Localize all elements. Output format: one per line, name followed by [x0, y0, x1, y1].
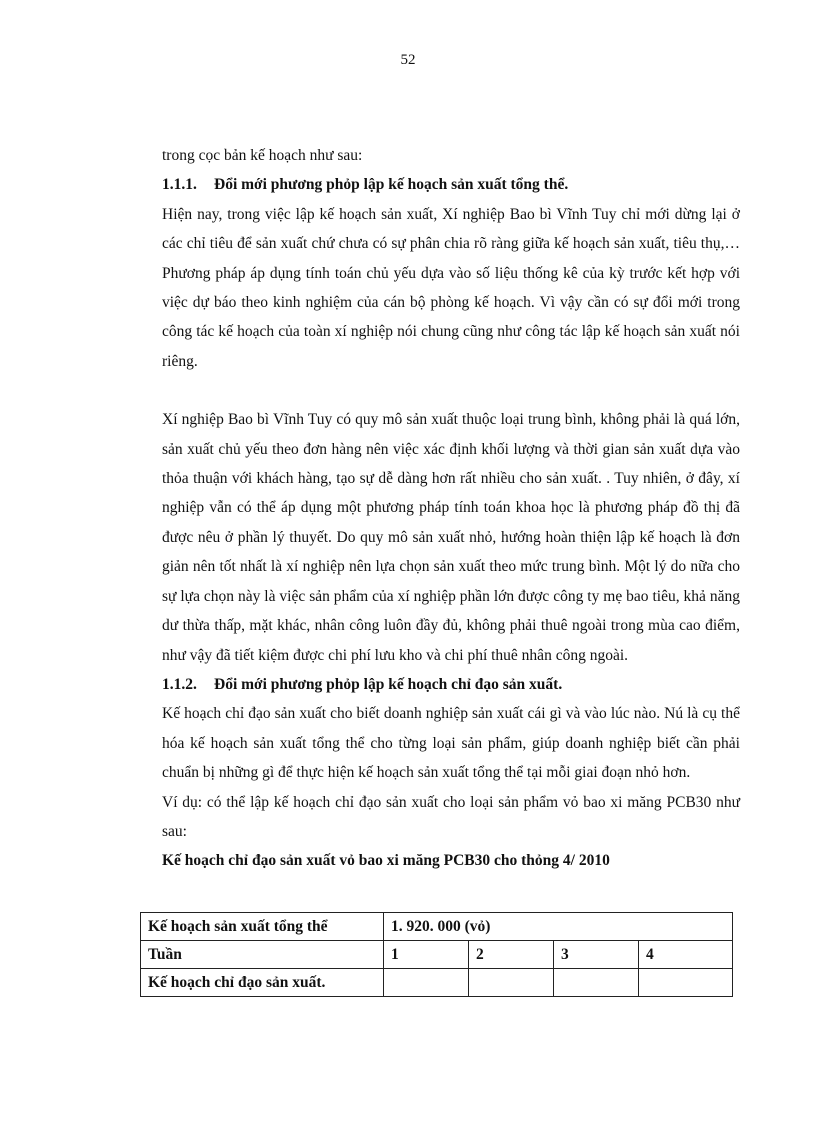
table-cell-week	[469, 969, 554, 997]
table-cell-label: Kế hoạch sản xuất tổng thể	[141, 913, 384, 941]
paragraph	[162, 200, 740, 376]
document-body	[162, 141, 740, 876]
table-cell-week	[384, 969, 469, 997]
table-cell-week: 2	[469, 941, 554, 969]
table-cell-week: 4	[639, 941, 733, 969]
paragraph	[162, 699, 740, 787]
table-cell-week: 3	[554, 941, 639, 969]
paragraph-text: Ví dụ: có thể lập kế hoạch chỉ đạo sản xuất cho loại sản phẩm vỏ bao xi măng PCB30 như sau:	[162, 793, 740, 840]
section-number: 1.1.1.	[162, 176, 197, 194]
paragraph-text: Xí nghiệp Bao bì Vĩnh Tuy có quy mô sản xuất thuộc loại trung bình, không phải là quá lớn, sản xuất chủ yếu theo đơn hàng nên việc xác định khối lượng và thời gian sản xuất dựa vào thỏa thuận với khách hàng, tạo sự dễ dàng hơn rất nhiều cho sản xuất. . Tuy nhiên, ở đây, xí nghiệp vẫn có thể áp dụng một phương pháp tính toán khoa học là phương pháp đồ thị đã được nêu ở phần lý thuyết. Do quy mô sản xuất nhỏ, hướng hoàn thiện lập kế hoạch là đơn giản nên tốt nhất là xí nghiệp nên lựa chọn sản xuất theo mức trung bình. Một lý do nữa cho sự lựa chọn này là việc sản phẩm của xí nghiệp phần lớn được công ty mẹ bao tiêu, khả năng dư thừa thấp, mặt khác, nhân công luôn đầy đủ, không phải thuê ngoài trong mùa cao điểm, như vậy đã tiết kiệm được chi phí lưu kho và chi phí thuê nhân công ngoài.	[162, 411, 740, 664]
table-row	[141, 913, 733, 941]
paragraph	[162, 405, 740, 670]
page-number: 52	[400, 52, 416, 68]
paragraph-text: Kế hoạch chỉ đạo sản xuất cho biết doanh nghiệp sản xuất cái gì và vào lúc nào. Nú là cụ thể hóa kế hoạch sản xuất tổng thể cho từng loại sản phẩm, giúp doanh nghiệp biết cần phải chuẩn bị những gì để thực hiện kế hoạch sản xuất tổng thể tại mỗi giai đoạn nhỏ hơn.	[162, 705, 740, 782]
table-cell-week	[639, 969, 733, 997]
paragraph	[162, 788, 740, 847]
table-cell-total: 1. 920. 000 (vỏ)	[384, 913, 733, 941]
table-row	[141, 969, 733, 997]
paragraph-text: Hiện nay, trong việc lập kế hoạch sản xuất, Xí nghiệp Bao bì Vĩnh Tuy chỉ mới dừng lại ở các chỉ tiêu để sản xuất chứ chưa có sự phân chia rõ ràng giữa kế hoạch sản xuất, tiêu thụ,… Phương pháp áp dụng tính toán chủ yếu dựa vào số liệu thống kê của kỳ trước kết hợp với việc dự báo theo kinh nghiệm của cán bộ phòng kế hoạch. Vì vậy cần có sự đổi mới trong công tác kế hoạch của toàn xí nghiệp nói chung cũng như công tác lập kế hoạch sản xuất nói riêng.	[162, 205, 740, 370]
intro-line: trong cọc bản kế hoạch như sau:	[162, 147, 363, 164]
table-cell-week	[554, 969, 639, 997]
table-cell-label: Kế hoạch chỉ đạo sản xuất.	[141, 969, 384, 997]
table-title: Kế hoạch chỉ đạo sản xuất vỏ bao xi măng PCB30 cho thỏng 4/ 2010	[162, 852, 610, 870]
table-row	[141, 941, 733, 969]
spacer	[162, 376, 740, 405]
section-title: Đổi mới phương phỏp lập kế hoạch sản xuất tổng thể.	[214, 176, 569, 194]
table-cell-week: 1	[384, 941, 469, 969]
section-title: Đổi mới phương phỏp lập kế hoạch chỉ đạo sản xuất.	[214, 675, 563, 693]
section-heading-1	[162, 170, 740, 199]
section-number: 1.1.2.	[162, 675, 197, 693]
table-cell-label: Tuần	[141, 941, 384, 969]
section-heading-2	[162, 670, 740, 699]
production-plan-table	[140, 912, 733, 997]
